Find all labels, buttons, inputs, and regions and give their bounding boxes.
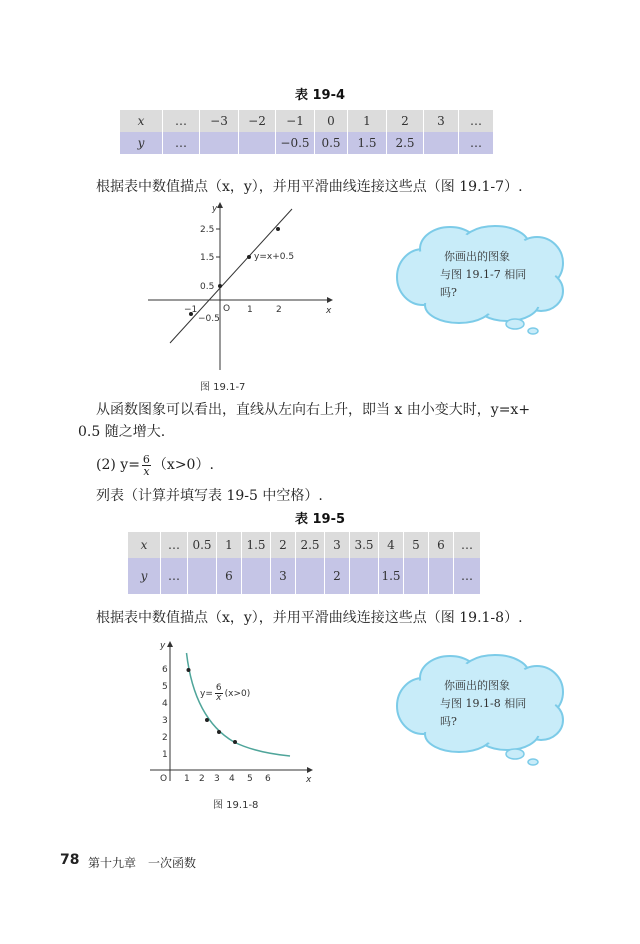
fig1-equation: y=x+0.5 [254, 252, 295, 262]
table2-cell: 1 [217, 532, 242, 558]
fig1-origin: O [223, 304, 231, 314]
fig2-point [217, 730, 221, 734]
fig1-point [276, 227, 280, 231]
part2-cond: （x>0）. [152, 457, 214, 473]
fig2-eq-num: 6 [215, 683, 222, 693]
table2-cell: … [161, 558, 188, 594]
table2-cell: … [161, 532, 188, 558]
fig1-xtick-label: 1 [247, 305, 253, 315]
figure-19-1-8 [140, 636, 320, 786]
fig1-xtick-label: −1 [184, 305, 198, 315]
table2-cell: … [454, 532, 481, 558]
table2-cell [404, 558, 429, 594]
part2-fraction [142, 454, 151, 477]
paragraph-conclusion-line2: 0.5 随之增大. [78, 424, 166, 440]
table1-cell: 2 [387, 110, 424, 132]
table1-cell [424, 132, 459, 154]
table2-cell: 2.5 [296, 532, 325, 558]
table2-cell [242, 558, 271, 594]
figure-19-1-7 [140, 195, 350, 375]
table2-cell: … [454, 558, 481, 594]
fig1-ytick-label: −0.5 [198, 314, 220, 324]
fig2-ytick-label: 5 [162, 682, 168, 692]
fig2-xtick-label: 3 [214, 774, 220, 784]
table1-cell: y [120, 132, 163, 154]
table2 [128, 532, 481, 594]
fig1-x-label: x [326, 306, 332, 316]
table2-row-x [128, 532, 481, 558]
fig2-x-label: x [306, 775, 312, 785]
page-number: 78 [60, 852, 80, 868]
fig2-point [205, 718, 209, 722]
table2-cell: x [128, 532, 161, 558]
fig2-xtick-label: 2 [199, 774, 205, 784]
table2-caption: 表 19-5 [294, 512, 346, 527]
fig2-equation [200, 684, 250, 703]
part2-num: 6 [142, 452, 150, 466]
table1-caption: 表 19-4 [294, 88, 346, 103]
fig2-ytick-label: 6 [162, 665, 168, 675]
table2-cell: 4 [379, 532, 404, 558]
table1-cell: 0 [315, 110, 348, 132]
table2-cell: 1.5 [242, 532, 271, 558]
fig1-ytick-label: 2.5 [200, 225, 215, 235]
paragraph-plot-instruction-1: 根据表中数值描点（x，y），并用平滑曲线连接这些点（图 19.1-7）. [96, 179, 523, 195]
table1-cell: 2.5 [387, 132, 424, 154]
fig1-point [218, 284, 222, 288]
paragraph-table-instruction: 列表（计算并填写表 19-5 中空格）. [96, 488, 323, 504]
table2-cell [296, 558, 325, 594]
table1-cell: … [163, 110, 200, 132]
cloud1-line: 与图 19.1-7 相同 [440, 268, 527, 281]
table1-cell [200, 132, 239, 154]
table2-cell: y [128, 558, 161, 594]
fig1-line [170, 209, 295, 343]
fig2-eq-prefix: y= [200, 689, 213, 699]
table2-cell: 0.5 [188, 532, 217, 558]
table1-cell: 1.5 [348, 132, 387, 154]
fig1-ytick-label: 1.5 [200, 253, 215, 263]
fig2-eq-den: x [216, 693, 222, 703]
fig2-ytick-label: 2 [162, 733, 168, 743]
cloud2-line: 与图 19.1-8 相同 [440, 697, 527, 710]
fig2-eq-cond: (x>0) [224, 689, 251, 699]
fig2-ytick-label: 1 [162, 750, 168, 760]
thought-cloud-2-text [440, 677, 526, 731]
table1-cell: −2 [239, 110, 276, 132]
cloud2-line: 吗? [440, 715, 457, 728]
fig2-xtick-label: 6 [265, 774, 271, 784]
table1-cell: x [120, 110, 163, 132]
table2-cell [429, 558, 454, 594]
part2-den: x [143, 464, 150, 478]
table2-cell: 2 [325, 558, 350, 594]
fig1-xtick-label: 2 [276, 305, 282, 315]
table2-cell: 6 [217, 558, 242, 594]
part2-label: (2) y= [96, 457, 140, 473]
fig2-origin: O [160, 774, 168, 784]
fig1-ytick-label: 0.5 [200, 282, 215, 292]
fig2-eq-fraction [215, 684, 223, 703]
table2-cell [188, 558, 217, 594]
fig2-ytick-label: 4 [162, 699, 168, 709]
table1 [120, 110, 494, 154]
fig1-caption: 图 19.1-7 [200, 382, 246, 393]
table1-cell: 1 [348, 110, 387, 132]
table2-cell: 2 [271, 532, 296, 558]
table1-cell: … [459, 110, 494, 132]
fig2-point [187, 668, 191, 672]
table1-cell [239, 132, 276, 154]
chapter-title: 第十九章 一次函数 [88, 856, 197, 870]
fig2-curve [187, 653, 291, 756]
table1-cell: −3 [200, 110, 239, 132]
table1-cell: −1 [276, 110, 315, 132]
part-2-function [96, 452, 214, 478]
table2-cell: 5 [404, 532, 429, 558]
table2-cell: 3 [271, 558, 296, 594]
table1-cell: −0.5 [276, 132, 315, 154]
fig2-xtick-label: 5 [247, 774, 253, 784]
cloud1-line: 你画出的图象 [444, 250, 510, 263]
fig2-xtick-label: 4 [229, 774, 235, 784]
table1-cell: … [163, 132, 200, 154]
table1-row-x [120, 110, 494, 132]
fig1-point [247, 255, 251, 259]
fig2-caption: 图 19.1-8 [213, 800, 259, 811]
fig2-xtick-label: 1 [184, 774, 190, 784]
thought-cloud-1-text [440, 248, 526, 302]
fig1-y-label: y [212, 204, 218, 214]
cloud2-line: 你画出的图象 [444, 679, 510, 692]
table1-row-y [120, 132, 494, 154]
table1-cell: 0.5 [315, 132, 348, 154]
table2-cell: 3.5 [350, 532, 379, 558]
table2-row-y [128, 558, 481, 594]
fig2-y-label: y [160, 641, 166, 651]
table2-cell: 6 [429, 532, 454, 558]
table2-cell [350, 558, 379, 594]
fig2-point [233, 740, 237, 744]
fig2-ytick-label: 3 [162, 716, 168, 726]
paragraph-conclusion-line1: 从函数图象可以看出，直线从左向右上升，即当 x 由小变大时，y=x+ [96, 402, 531, 418]
table2-cell: 1.5 [379, 558, 404, 594]
table1-cell: … [459, 132, 494, 154]
cloud1-line: 吗? [440, 286, 457, 299]
paragraph-plot-instruction-2: 根据表中数值描点（x，y），并用平滑曲线连接这些点（图 19.1-8）. [96, 610, 523, 626]
table1-cell: 3 [424, 110, 459, 132]
table2-cell: 3 [325, 532, 350, 558]
